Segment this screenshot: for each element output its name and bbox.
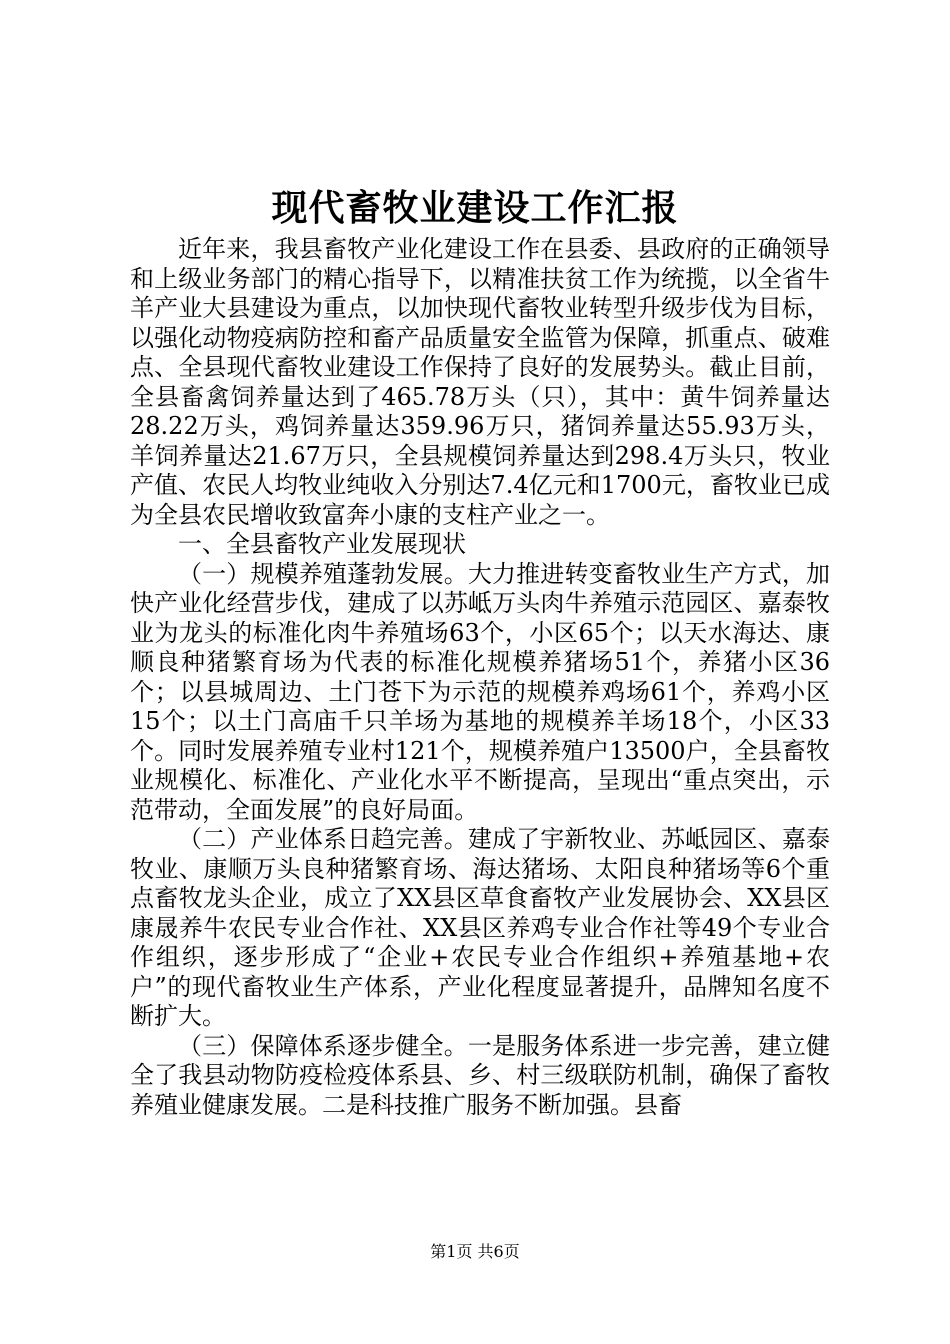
- document-body: [130, 235, 830, 1120]
- paragraph-industry-system: （二）产业体系日趋完善。建成了宇新牧业、苏岻园区、嘉泰牧业、康顺万头良种猪繁育场、海达猪场、太阳良种猪场等6个重点畜牧龙头企业，成立了XX县区草食畜牧产业发展协会、XX县区康晟养牛农民专业合作社、XX县区养鸡专业合作社等49个专业合作组织，逐步形成了“企业+农民专业合作组织+养殖基地+农户”的现代畜牧业生产体系，产业化程度显著提升，品牌知名度不断扩大。: [130, 825, 830, 1030]
- page-footer: 第1页 共6页: [430, 1242, 520, 1261]
- section-heading-1: 一、全县畜牧产业发展现状: [178, 530, 466, 558]
- document-title: 现代畜牧业建设工作汇报: [271, 187, 679, 229]
- paragraph-scale-farming: （一）规模养殖蓬勃发展。大力推进转变畜牧业生产方式，加快产业化经营步伐，建成了以苏岻万头肉牛养殖示范园区、嘉泰牧业为龙头的标准化肉牛养殖场63个，小区65个；以天水海达、康顺良种猪繁育场为代表的标准化规模养猪场51个，养猪小区36个；以县城周边、土门苍下为示范的规模养鸡场61个，养鸡小区15个；以土门高庙千只羊场为基地的规模养羊场18个，小区33个。同时发展养殖专业村121个，规模养殖户13500户，全县畜牧业规模化、标准化、产业化水平不断提高，呈现出“重点突出，示范带动，全面发展”的良好局面。: [130, 559, 830, 824]
- paragraph-support-system: （三）保障体系逐步健全。一是服务体系进一步完善，建立健全了我县动物防疫检疫体系县、乡、村三级联防机制，确保了畜牧养殖业健康发展。二是科技推广服务不断加强。县畜: [130, 1031, 830, 1119]
- paragraph-intro: 近年来，我县畜牧产业化建设工作在县委、县政府的正确领导和上级业务部门的精心指导下，以精准扶贫工作为统揽，以全省牛羊产业大县建设为重点，以加快现代畜牧业转型升级步伐为目标，以强化动物疫病防控和畜产品质量安全监管为保障，抓重点、破难点、全县现代畜牧业建设工作保持了良好的发展势头。截止目前，全县畜禽饲养量达到了465.78万头（只），其中：黄牛饲养量达28.22万头，鸡饲养量达359.96万只，猪饲养量达55.93万头，羊饲养量达21.67万只，全县规模饲养量达到298.4万头只，牧业产值、农民人均牧业纯收入分别达7.4亿元和1700元，畜牧业已成为全县农民增收致富奔小康的支柱产业之一。: [130, 235, 830, 529]
